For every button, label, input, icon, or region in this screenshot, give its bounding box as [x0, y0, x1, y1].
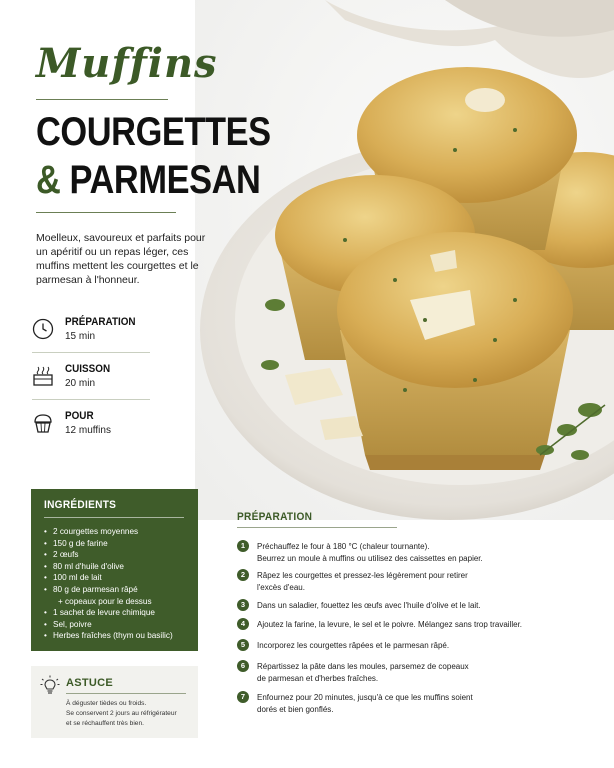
ingredient-item: • Sel, poivre: [44, 619, 186, 631]
muffins-photo: [195, 0, 614, 520]
step-number-badge: 1: [237, 540, 249, 552]
ingredient-item: • 1 sachet de levure chimique: [44, 607, 186, 619]
meta-label: PRÉPARATION: [65, 316, 136, 328]
tip-text: [66, 699, 194, 729]
step-line: de parmesan et d'herbes fraîches.: [257, 673, 379, 683]
step-line: l'excès d'eau.: [257, 582, 305, 592]
step-text: [257, 570, 547, 593]
script-title: Muffins: [36, 40, 218, 87]
step-line: Râpez les courgettes et pressez-les légèrement pour retirer: [257, 571, 468, 580]
ingredients-list: [44, 526, 186, 642]
step-line: Enfournez pour 20 minutes, jusqu'à ce que les muffins soient: [257, 693, 473, 702]
ingredient-item: • 150 g de farine: [44, 538, 186, 550]
ingredient-item: • 100 ml de lait: [44, 572, 186, 584]
step-number-badge: 3: [237, 599, 249, 611]
meta-divider: [32, 399, 150, 400]
title-line-1: COURGETTES: [36, 110, 271, 154]
clock-icon: [32, 318, 54, 340]
ingredients-divider: [44, 517, 184, 518]
tip-box: [31, 666, 198, 738]
meta-cooking: [32, 361, 150, 401]
meta-label: POUR: [65, 410, 94, 422]
step-line: Beurrez un moule à muffins ou utilisez des caissettes en papier.: [257, 553, 483, 563]
title-line-2: [36, 156, 271, 204]
lightbulb-icon: [40, 675, 60, 697]
ingredients-title: INGRÉDIENTS: [44, 499, 117, 511]
step-line: Préchauffez le four à 180 °C (chaleur tournante).: [257, 542, 430, 551]
intro-text: Moelleux, savoureux et parfaits pour un apéritif ou un repas léger, ces muffins mettent les courgettes et le parmesan à l'honneur.: [36, 232, 206, 286]
tip-line: et se réchauffent très bien.: [66, 720, 144, 727]
title-divider-top: [36, 99, 168, 100]
recipe-title: [36, 108, 271, 204]
ingredient-item: • 80 ml d'huile d'olive: [44, 561, 186, 573]
step-number-badge: 2: [237, 569, 249, 581]
meta-value: 12 muffins: [65, 425, 111, 436]
step-text: [257, 692, 547, 715]
title-divider-bottom: [36, 212, 176, 213]
tip-divider: [66, 693, 186, 694]
meta-value: 20 min: [65, 378, 96, 389]
title-ampersand: &: [36, 158, 61, 202]
step-text: [257, 541, 547, 564]
step-text: Dans un saladier, fouettez les œufs avec l'huile d'olive et le lait.: [257, 601, 481, 610]
ingredient-item: • 2 courgettes moyennes: [44, 526, 186, 538]
step-number-badge: 6: [237, 660, 249, 672]
tip-line: Se conservent 2 jours au réfrigérateur: [66, 710, 177, 717]
step-text: [257, 661, 547, 684]
ingredient-item: • 80 g de parmesan râpé: [44, 584, 186, 596]
step-number-badge: 7: [237, 691, 249, 703]
ingredient-item: • Herbes fraîches (thym ou basilic): [44, 630, 186, 642]
ingredients-box: [31, 489, 198, 651]
meta-yield: [32, 408, 150, 448]
meta-divider: [32, 352, 150, 353]
ingredient-item: • 2 œufs: [44, 549, 186, 561]
ingredient-item: + copeaux pour le dessus: [58, 596, 152, 606]
meta-preparation: [32, 314, 150, 354]
muffin-icon: [32, 412, 54, 434]
step-number-badge: 5: [237, 639, 249, 651]
step-text: Ajoutez la farine, la levure, le sel et le poivre. Mélangez sans trop travailler.: [257, 620, 523, 629]
preparation-divider: [237, 527, 397, 528]
preparation-title: PRÉPARATION: [237, 511, 313, 523]
tip-title: ASTUCE: [66, 677, 114, 689]
step-text: Incorporez les courgettes râpées et le parmesan râpé.: [257, 641, 450, 650]
oven-icon: [32, 365, 54, 387]
tip-line: À déguster tièdes ou froids.: [66, 700, 147, 707]
step-number-badge: 4: [237, 618, 249, 630]
meta-value: 15 min: [65, 331, 96, 342]
meta-label: CUISSON: [65, 363, 111, 375]
title-line-2-text: PARMESAN: [69, 158, 261, 202]
step-line: Répartissez la pâte dans les moules, parsemez de copeaux: [257, 662, 469, 671]
step-line: dorés et bien gonflés.: [257, 704, 334, 714]
